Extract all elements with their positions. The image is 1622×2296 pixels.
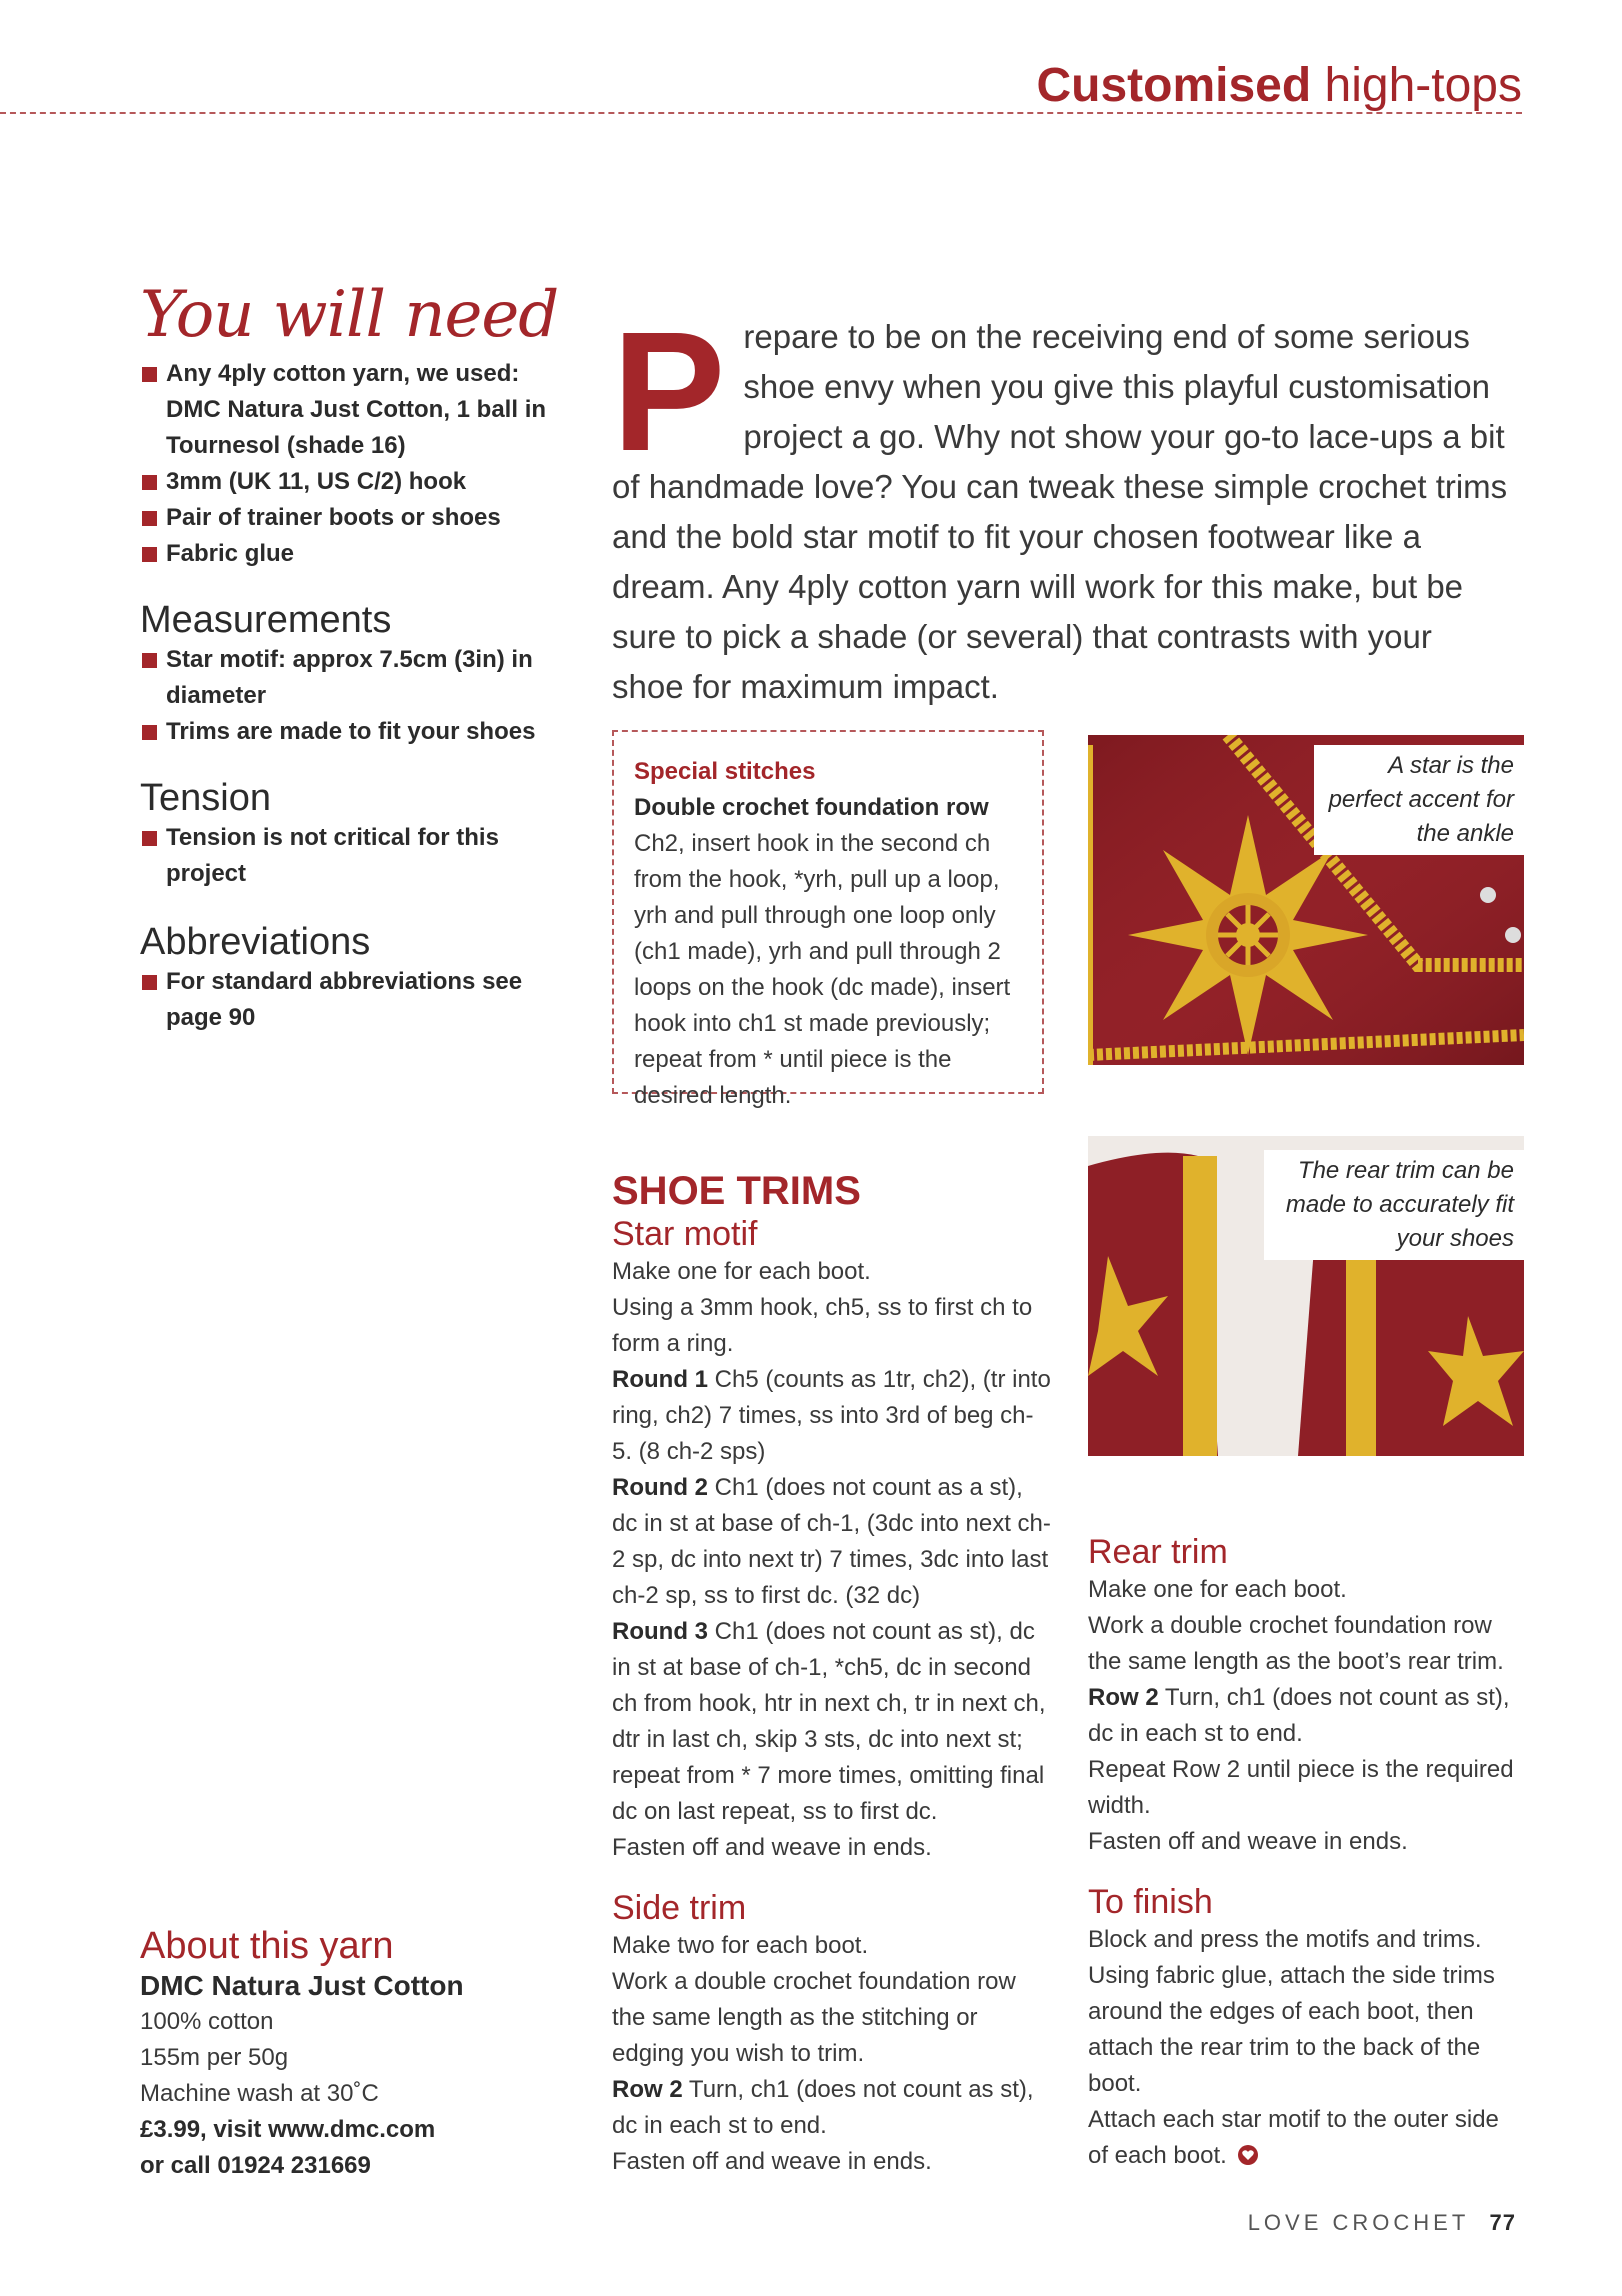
- intro-text: repare to be on the receiving end of some serious shoe envy when you give this playful customisation project a go. Why not show your go-to lace-ups a bit of handmade love? You can tweak these simple crochet trims and the bold star motif to fit your chosen footwear like a dream. Any 4ply cotton yarn will work for this make, but be sure to pick a shade (or several) that contrasts with your shoe for maximum impact.: [612, 318, 1508, 705]
- measurements-item: Trims are made to fit your shoes: [140, 714, 560, 750]
- yarn-detail: 100% cotton: [140, 2008, 274, 2035]
- side-trim-row-2: [612, 2072, 1052, 2144]
- shoe-trims-title: SHOE TRIMS: [612, 1169, 861, 1213]
- abbreviations-list: [140, 964, 560, 1036]
- end-heart-icon: [1237, 2144, 1259, 2166]
- star-round-2: [612, 1470, 1052, 1614]
- special-stitches-body: Ch2, insert hook in the second ch from the hook, *yrh, pull up a loop, yrh and pull through one loop only (ch1 made), yrh and pull through 2 loops on the hook (dc made), insert hook into ch1 st made previously; repeat from * until piece is the desired length.: [634, 830, 1011, 1109]
- rear-trim-text: Repeat Row 2 until piece is the required width.: [1088, 1756, 1514, 1819]
- rear-trim-row-2: [1088, 1680, 1524, 1752]
- star-round-1: [612, 1362, 1052, 1470]
- star-motif-end: Fasten off and weave in ends.: [612, 1834, 932, 1861]
- abbreviations-item: For standard abbreviations see page 90: [140, 964, 560, 1036]
- page-header-title: [1036, 58, 1522, 113]
- yarn-detail: 155m per 50g: [140, 2044, 289, 2071]
- special-stitches-box: [612, 730, 1044, 1109]
- to-finish-text: Block and press the motifs and trims.: [1088, 1926, 1482, 1953]
- header-title-light: high-tops: [1324, 59, 1522, 112]
- rear-trim-text: Make one for each boot.: [1088, 1576, 1347, 1603]
- materials-item: Any 4ply cotton yarn, we used: DMC Natura Just Cotton, 1 ball in Tournesol (shade 16): [140, 356, 560, 464]
- side-trim-text: Work a double crochet foundation row the same length as the stitching or edging you wish to trim.: [612, 1968, 1016, 2067]
- abbreviations-title: Abbreviations: [140, 921, 371, 963]
- about-yarn-title: About this yarn: [140, 1925, 394, 1967]
- materials-item: Fabric glue: [140, 536, 560, 572]
- special-stitches-title: Special stitches: [634, 758, 816, 785]
- you-will-need-section: [140, 280, 560, 572]
- row-label: Row 2: [612, 2076, 683, 2103]
- measurements-title: Measurements: [140, 599, 392, 641]
- header-title-bold: Customised: [1036, 59, 1312, 112]
- star-motif-text: Using a 3mm hook, ch5, ss to first ch to form a ring.: [612, 1294, 1033, 1357]
- shoe-trims-column: [612, 1168, 1052, 2180]
- special-stitches-text: [634, 790, 1022, 1114]
- round-label: Round 3: [612, 1618, 708, 1645]
- yarn-name: DMC Natura Just Cotton: [140, 1970, 464, 2001]
- side-trim-title: Side trim: [612, 1889, 747, 1927]
- side-trim-end: Fasten off and weave in ends.: [612, 2148, 932, 2175]
- star-motif-title: Star motif: [612, 1215, 758, 1253]
- round-label: Round 1: [612, 1366, 708, 1393]
- row-text: Turn, ch1 (does not count as st), dc in each st to end.: [1088, 1684, 1510, 1747]
- materials-list: [140, 356, 560, 572]
- tension-list: [140, 820, 560, 892]
- rear-trim-text: Work a double crochet foundation row the same length as the boot’s rear trim.: [1088, 1612, 1504, 1675]
- abbreviations-section: [140, 920, 560, 1036]
- you-will-need-title: You will need: [140, 278, 559, 352]
- rear-trim-end: Fasten off and weave in ends.: [1088, 1828, 1408, 1855]
- star-round-3: [612, 1614, 1052, 1830]
- page-folio: [1248, 2210, 1516, 2236]
- photo-caption-rear: The rear trim can be made to accurately fit your shoes: [1264, 1150, 1524, 1260]
- round-text: Ch1 (does not count as st), dc in st at base of ch-1, *ch5, dc in second ch from hook, htr in next ch, tr in next ch, dtr in last ch, skip 3 sts, dc into next st; repeat from * 7 more times, omitting final dc on last repeat, ss to first dc.: [612, 1618, 1046, 1825]
- photo-caption-star: A star is the perfect accent for the ankle: [1314, 745, 1524, 855]
- tension-title: Tension: [140, 777, 271, 819]
- header-divider: [0, 112, 1522, 114]
- rear-trim-title: Rear trim: [1088, 1533, 1228, 1571]
- page-number: 77: [1489, 2210, 1516, 2235]
- photo-star-on-ankle: [1088, 735, 1524, 1065]
- measurements-list: [140, 642, 560, 750]
- side-trim-text: Make two for each boot.: [612, 1932, 869, 1959]
- round-label: Round 2: [612, 1474, 708, 1501]
- drop-cap: P: [612, 297, 726, 487]
- to-finish-text: [1088, 2102, 1524, 2174]
- measurements-item: Star motif: approx 7.5cm (3in) in diameter: [140, 642, 560, 714]
- magazine-name: LOVE CROCHET: [1247, 2210, 1470, 2235]
- rear-trim-column: [1088, 1532, 1524, 2174]
- intro-paragraph: [612, 297, 1512, 712]
- to-finish-last: Attach each star motif to the outer side of each boot.: [1088, 2106, 1499, 2169]
- yarn-detail: Machine wash at 30˚C: [140, 2080, 379, 2107]
- tension-item: Tension is not critical for this project: [140, 820, 560, 892]
- round-text: Ch1 (does not count as a st), dc in st at base of ch-1, (3dc into next ch-2 sp, dc into next tr) 7 times, 3dc into last ch-2 sp, ss to first dc. (32 dc): [612, 1474, 1051, 1609]
- row-label: Row 2: [1088, 1684, 1159, 1711]
- photo-rear-trim: [1088, 1136, 1524, 1456]
- special-stitches-term: Double crochet foundation row: [634, 794, 989, 821]
- to-finish-title: To finish: [1088, 1883, 1213, 1921]
- tension-section: [140, 776, 560, 892]
- row-text: Turn, ch1 (does not count as st), dc in each st to end.: [612, 2076, 1034, 2139]
- to-finish-text: Using fabric glue, attach the side trims around the edges of each boot, then attach the rear trim to the back of the boot.: [1088, 1962, 1495, 2097]
- materials-item: Pair of trainer boots or shoes: [140, 500, 560, 536]
- star-motif-text: Make one for each boot.: [612, 1258, 871, 1285]
- about-yarn-section: [140, 1924, 560, 2184]
- yarn-contact: or call 01924 231669: [140, 2152, 371, 2179]
- round-text: Ch5 (counts as 1tr, ch2), (tr into ring, ch2) 7 times, ss into 3rd of beg ch-5. (8 ch-2 sps): [612, 1366, 1051, 1465]
- yarn-price: £3.99, visit www.dmc.com: [140, 2116, 436, 2143]
- measurements-section: [140, 598, 560, 750]
- materials-item: 3mm (UK 11, US C/2) hook: [140, 464, 560, 500]
